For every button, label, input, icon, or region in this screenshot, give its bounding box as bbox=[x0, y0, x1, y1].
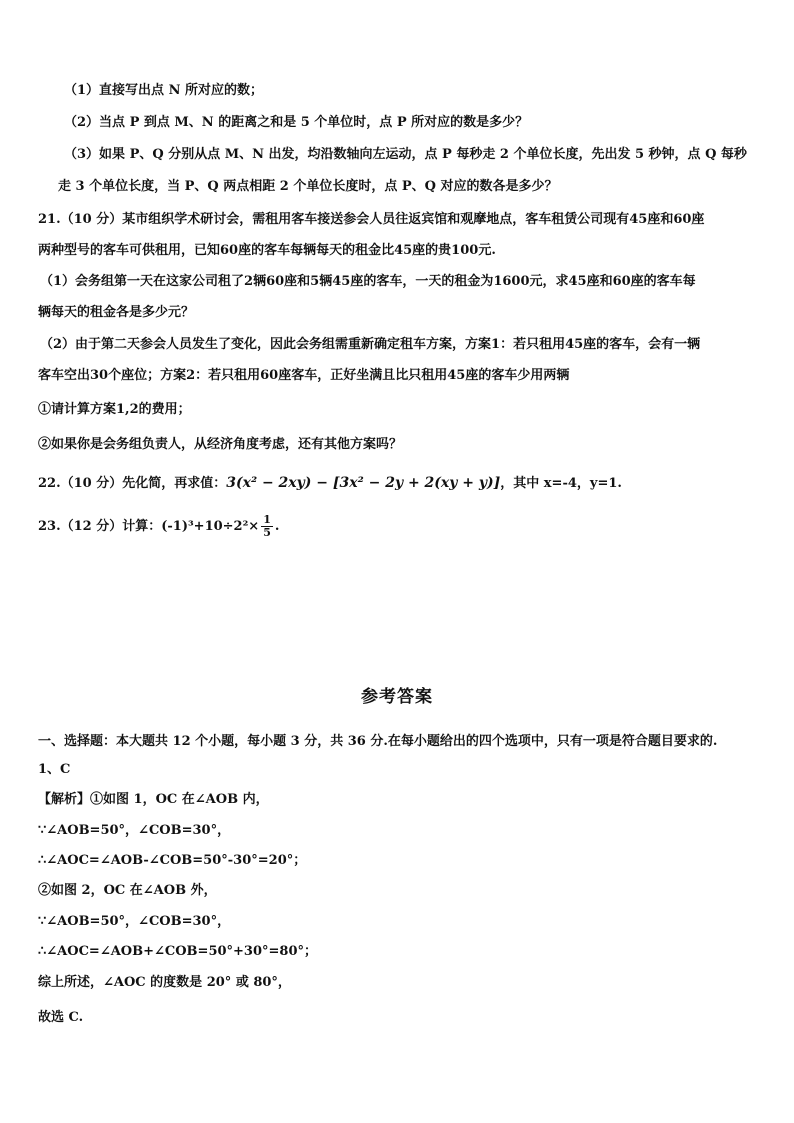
q21-line2: 两种型号的客车可供租用，已知60座的客车每辆每天的租金比45座的贵100元. bbox=[38, 243, 496, 258]
q21-line8: ②如果你是会务组负责人，从经济角度考虑，还有其他方案吗？ bbox=[38, 437, 403, 452]
q22-suffix: ，其中 x=-4，y=1. bbox=[500, 476, 622, 491]
answer-step-5: ∴∠AOC=∠AOB+∠COB=50°+30°=80°； bbox=[38, 944, 317, 959]
answers-section1: 一、选择题：本大题共 12 个小题，每小题 3 分，共 36 分.在每小题给出的四个选项中，只有一项是符合题目要求的. bbox=[38, 734, 718, 749]
q21-line3: （1）会务组第一天在这家公司租了2辆60座和5辆45座的客车，一天的租金为1600元，求45座和60座的客车每 bbox=[40, 274, 696, 289]
answer-item-1: 1、C bbox=[38, 762, 71, 777]
q23-prefix: 23.（12 分）计算：(-1)³+10÷2²× bbox=[38, 519, 260, 534]
answer-step-4: ∵∠AOB=50°，∠COB=30°， bbox=[38, 914, 231, 929]
q23-frac-numerator: 1 bbox=[263, 513, 271, 526]
q21-line6: 客车空出30个座位；方案2：若只租用60座客车，正好坐满且比只租用45座的客车少用两辆 bbox=[38, 368, 570, 383]
answer-step-7: 故选 C. bbox=[38, 1010, 84, 1025]
q23-fraction bbox=[261, 514, 273, 539]
q23-line bbox=[38, 514, 279, 539]
answers-heading: 参考答案 bbox=[361, 687, 433, 707]
q23-suffix: . bbox=[274, 519, 280, 534]
q21-line1: 21.（10 分）某市组织学术研讨会，需租用客车接送参会人员往返宾馆和观摩地点，客车租赁公司现有45座和60座 bbox=[38, 212, 705, 227]
q20-part1: （1）直接写出点 N 所对应的数； bbox=[64, 83, 263, 98]
answer-step-1: ∵∠AOB=50°，∠COB=30°， bbox=[38, 823, 231, 838]
q21-line4: 辆每天的租金各是多少元？ bbox=[38, 305, 195, 320]
q21-line7: ①请计算方案1,2的费用； bbox=[38, 402, 191, 417]
q23-frac-denominator: 5 bbox=[263, 526, 271, 539]
q22-prefix: 22.（10 分）先化简，再求值： bbox=[38, 476, 227, 491]
answer-step-6: 综上所述，∠AOC 的度数是 20° 或 80°， bbox=[38, 975, 291, 990]
answer-step-2: ∴∠AOC=∠AOB-∠COB=50°-30°=20°； bbox=[38, 853, 307, 868]
q21-line5: （2）由于第二天参会人员发生了变化，因此会务组需重新确定租车方案，方案1：若只租用45座的客车，会有一辆 bbox=[40, 337, 701, 352]
answer-analysis: 【解析】①如图 1，OC 在∠AOB 内， bbox=[38, 792, 269, 807]
q22-expression: 3(x² − 2xy) − [3x² − 2y + 2(xy + y)] bbox=[226, 475, 501, 491]
q22-line bbox=[38, 475, 622, 492]
q20-part3-line2: 走 3 个单位长度，当 P、Q 两点相距 2 个单位长度时，点 P、Q 对应的数各是多少？ bbox=[58, 179, 558, 194]
answer-step-3: ②如图 2，OC 在∠AOB 外， bbox=[38, 883, 217, 898]
q20-part3-line1: （3）如果 P、Q 分别从点 M、N 出发，均沿数轴向左运动，点 P 每秒走 2 个单位长度，先出发 5 秒钟，点 Q 每秒 bbox=[64, 147, 747, 162]
q20-part2: （2）当点 P 到点 M、N 的距离之和是 5 个单位时，点 P 所对应的数是多少？ bbox=[64, 115, 529, 130]
